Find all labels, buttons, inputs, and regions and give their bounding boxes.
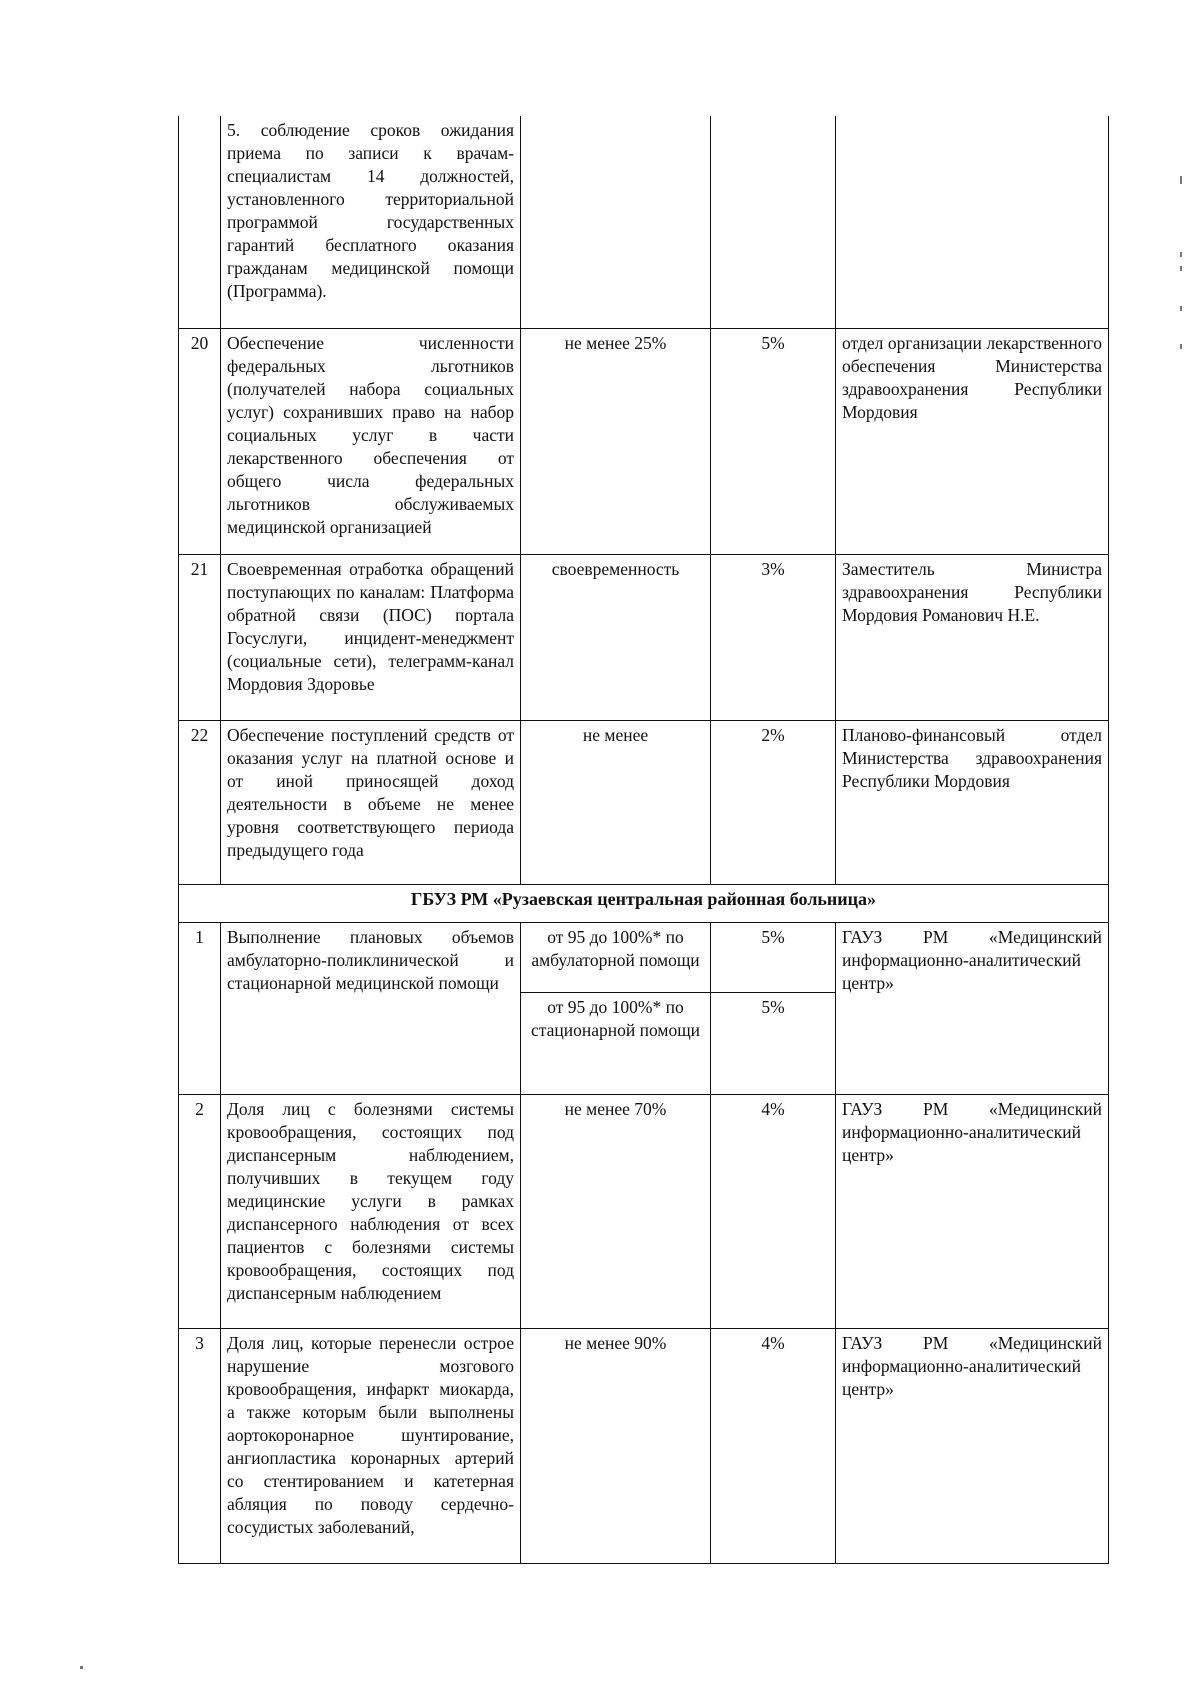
indicators-table (178, 116, 1109, 1564)
cell-responsible (836, 116, 1109, 328)
table-row (179, 328, 1109, 554)
cell-num: 2 (179, 1094, 221, 1328)
table-row (179, 1328, 1109, 1563)
cell-weight: 4% (711, 1328, 836, 1563)
cell-norm: не менее (521, 720, 711, 884)
cell-description: Обеспечение численности федеральных льготников (получателей набора социальных услуг) сохранивших право на набор социальных услуг в части лекарственного обеспечения от общего числа федеральных льготников обслуживаемых медицинской организацией (221, 328, 521, 554)
table-row-continued (179, 116, 1109, 328)
cell-weight: 2% (711, 720, 836, 884)
scan-speck (1180, 176, 1182, 184)
cell-description: Обеспечение поступлений средств от оказания услуг на платной основе и от иной приносящей доход деятельности в объеме не менее уровня соответствующего периода предыдущего года (221, 720, 521, 884)
table-row (179, 554, 1109, 720)
table-row (179, 922, 1109, 992)
cell-num: 21 (179, 554, 221, 720)
cell-num: 1 (179, 922, 221, 1094)
cell-responsible: ГАУЗ РМ «Медицинский информационно-аналитический центр» (836, 922, 1109, 1094)
cell-weight (711, 116, 836, 328)
cell-num: 3 (179, 1328, 221, 1563)
cell-norm: не менее 90% (521, 1328, 711, 1563)
cell-description: 5. соблюдение сроков ожидания приема по записи к врачам-специалистам 14 должностей, установленного территориальной программой государственных гарантий бесплатного оказания гражданам медицинской помощи (Программа). (221, 116, 521, 328)
cell-weight: 3% (711, 554, 836, 720)
scan-speck (1180, 266, 1182, 271)
cell-description: Выполнение плановых объемов амбулаторно-поликлинической и стационарной медицинской помощи (221, 922, 521, 1094)
cell-description: Доля лиц с болезнями системы кровообращения, состоящих под диспансерным наблюдением, получивших в текущем году медицинские услуги в рамках диспансерного наблюдения от всех пациентов с болезнями системы кровообращения, состоящих под диспансерным наблюдением (221, 1094, 521, 1328)
scan-speck (1180, 306, 1182, 311)
table-row (179, 1094, 1109, 1328)
scan-speck (1180, 252, 1182, 257)
cell-norm: своевременность (521, 554, 711, 720)
cell-responsible: отдел организации лекарственного обеспечения Министерства здравоохранения Республики Мордовия (836, 328, 1109, 554)
cell-num (179, 116, 221, 328)
cell-norm: не менее 25% (521, 328, 711, 554)
section-title: ГБУЗ РМ «Рузаевская центральная районная больница» (179, 884, 1109, 922)
cell-responsible: ГАУЗ РМ «Медицинский информационно-аналитический центр» (836, 1094, 1109, 1328)
cell-responsible: ГАУЗ РМ «Медицинский информационно-аналитический центр» (836, 1328, 1109, 1563)
cell-weight: 5% (711, 922, 836, 992)
scan-speck (1180, 344, 1182, 349)
cell-description: Доля лиц, которые перенесли острое нарушение мозгового кровообращения, инфаркт миокарда, а также которым были выполнены аортокоронарное шунтирование, ангиопластика коронарных артерий со стентированием и катетерная абляция по поводу сердечно-сосудистых заболеваний, (221, 1328, 521, 1563)
cell-norm: от 95 до 100%* по амбулаторной помощи (521, 922, 711, 992)
cell-weight: 4% (711, 1094, 836, 1328)
cell-weight: 5% (711, 328, 836, 554)
table-row (179, 720, 1109, 884)
cell-num: 22 (179, 720, 221, 884)
cell-norm: не менее 70% (521, 1094, 711, 1328)
cell-weight: 5% (711, 992, 836, 1094)
cell-responsible: Заместитель Министра здравоохранения Республики Мордовия Романович Н.Е. (836, 554, 1109, 720)
scan-speck (80, 1666, 83, 1669)
cell-description: Своевременная отработка обращений поступающих по каналам: Платформа обратной связи (ПОС) портала Госуслуги, инцидент-менеджмент (социальные сети), телеграмм-канал Мордовия Здоровье (221, 554, 521, 720)
cell-norm (521, 116, 711, 328)
cell-responsible: Планово-финансовый отдел Министерства здравоохранения Республики Мордовия (836, 720, 1109, 884)
section-heading-row (179, 884, 1109, 922)
cell-norm: от 95 до 100%* по стационарной помощи (521, 992, 711, 1094)
cell-num: 20 (179, 328, 221, 554)
